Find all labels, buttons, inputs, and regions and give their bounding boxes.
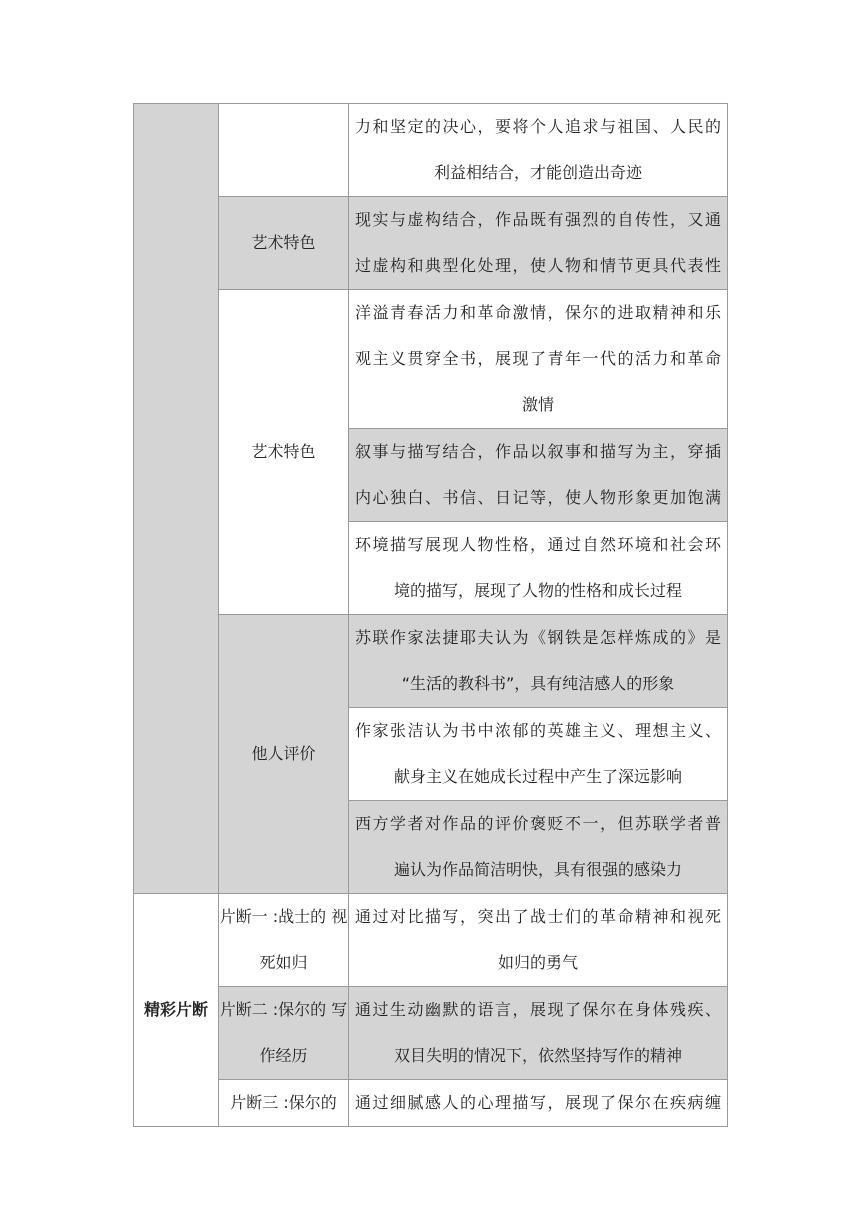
content-line: 叙事与描写结合，作品以叙事和描写为主，穿插 [355,442,721,461]
content-line: 作家张洁认为书中浓郁的英雄主义、理想主义、 [355,721,721,740]
subcategory-line: 片断二 :保尔的 [219,1000,327,1019]
content-cell [349,987,728,1080]
subcategory-cell: 艺术特色 [219,290,349,615]
content-line: 双目失明的情况下，依然坚持写作的精神 [393,1046,682,1065]
table-row [134,104,728,197]
content-line: 观主义贯穿全书，展现了青年一代的活力和革命 [355,349,721,368]
content-line: 现实与虚构结合，作品既有强烈的自传性，又通 [355,210,721,229]
table-row [134,894,728,987]
subcategory-cell: 他人评价 [219,615,349,894]
book-notes-table [133,103,728,1127]
content-line: 环境描写展现人物性格，通过自然环境和社会环 [355,535,721,554]
subcategory-cell [219,894,349,987]
content-cell [349,290,728,429]
category-cell-excerpts: 精彩片断 [134,894,219,1127]
content-line: 境的描写，展现了人物的性格和成长过程 [393,581,682,600]
subcategory-cell [219,104,349,197]
content-cell [349,104,728,197]
content-cell [349,429,728,522]
content-line: 西方学者对作品的评价褒贬不一，但苏联学者普 [355,814,721,833]
subcategory-line: 写作经历 [259,1000,348,1065]
subcategory-line: 视死如归 [259,907,348,972]
content-line: 如归的勇气 [497,953,578,972]
table-row [134,197,728,290]
content-line: 过虚构和典型化处理，使人物和情节更具代表性 [355,256,721,275]
content-line: 内心独白、书信、日记等，使人物形象更加饱满 [355,488,721,507]
table-row [134,987,728,1080]
subcategory-cell [219,987,349,1080]
subcategory-cell: 艺术特色 [219,197,349,290]
subcategory-line: 片断三 :保尔的 [230,1093,337,1112]
subcategory-cell [219,1080,349,1127]
category-cell-top [134,104,219,894]
content-cell [349,615,728,708]
content-line: 通过细腻感人的心理描写，展现了保尔在疾病缠 [355,1093,721,1112]
content-line: 献身主义在她成长过程中产生了深远影响 [393,767,682,786]
content-line: 遍认为作品简洁明快，具有很强的感染力 [393,860,682,879]
table-row [134,290,728,429]
content-cell [349,801,728,894]
content-line: 通过生动幽默的语言，展现了保尔在身体残疾、 [355,1000,721,1019]
content-line: 激情 [521,395,554,414]
content-line: 洋溢青春活力和革命激情，保尔的进取精神和乐 [355,303,721,322]
content-cell [349,708,728,801]
content-line: 苏联作家法捷耶夫认为《钢铁是怎样炼成的》是 [355,628,721,647]
content-line: 力和坚定的决心，要将个人追求与祖国、人民的 [355,117,721,136]
content-line: 通过对比描写，突出了战士们的革命精神和视死 [355,907,721,926]
content-cell [349,1080,728,1127]
content-line: 利益相结合，才能创造出奇迹 [433,163,642,182]
content-cell [349,522,728,615]
content-cell [349,894,728,987]
table-row [134,1080,728,1127]
content-cell [349,197,728,290]
subcategory-line: 片断一 :战士的 [219,907,327,926]
table-row [134,615,728,708]
content-line: “生活的教科书”，具有纯洁感人的形象 [401,674,675,693]
